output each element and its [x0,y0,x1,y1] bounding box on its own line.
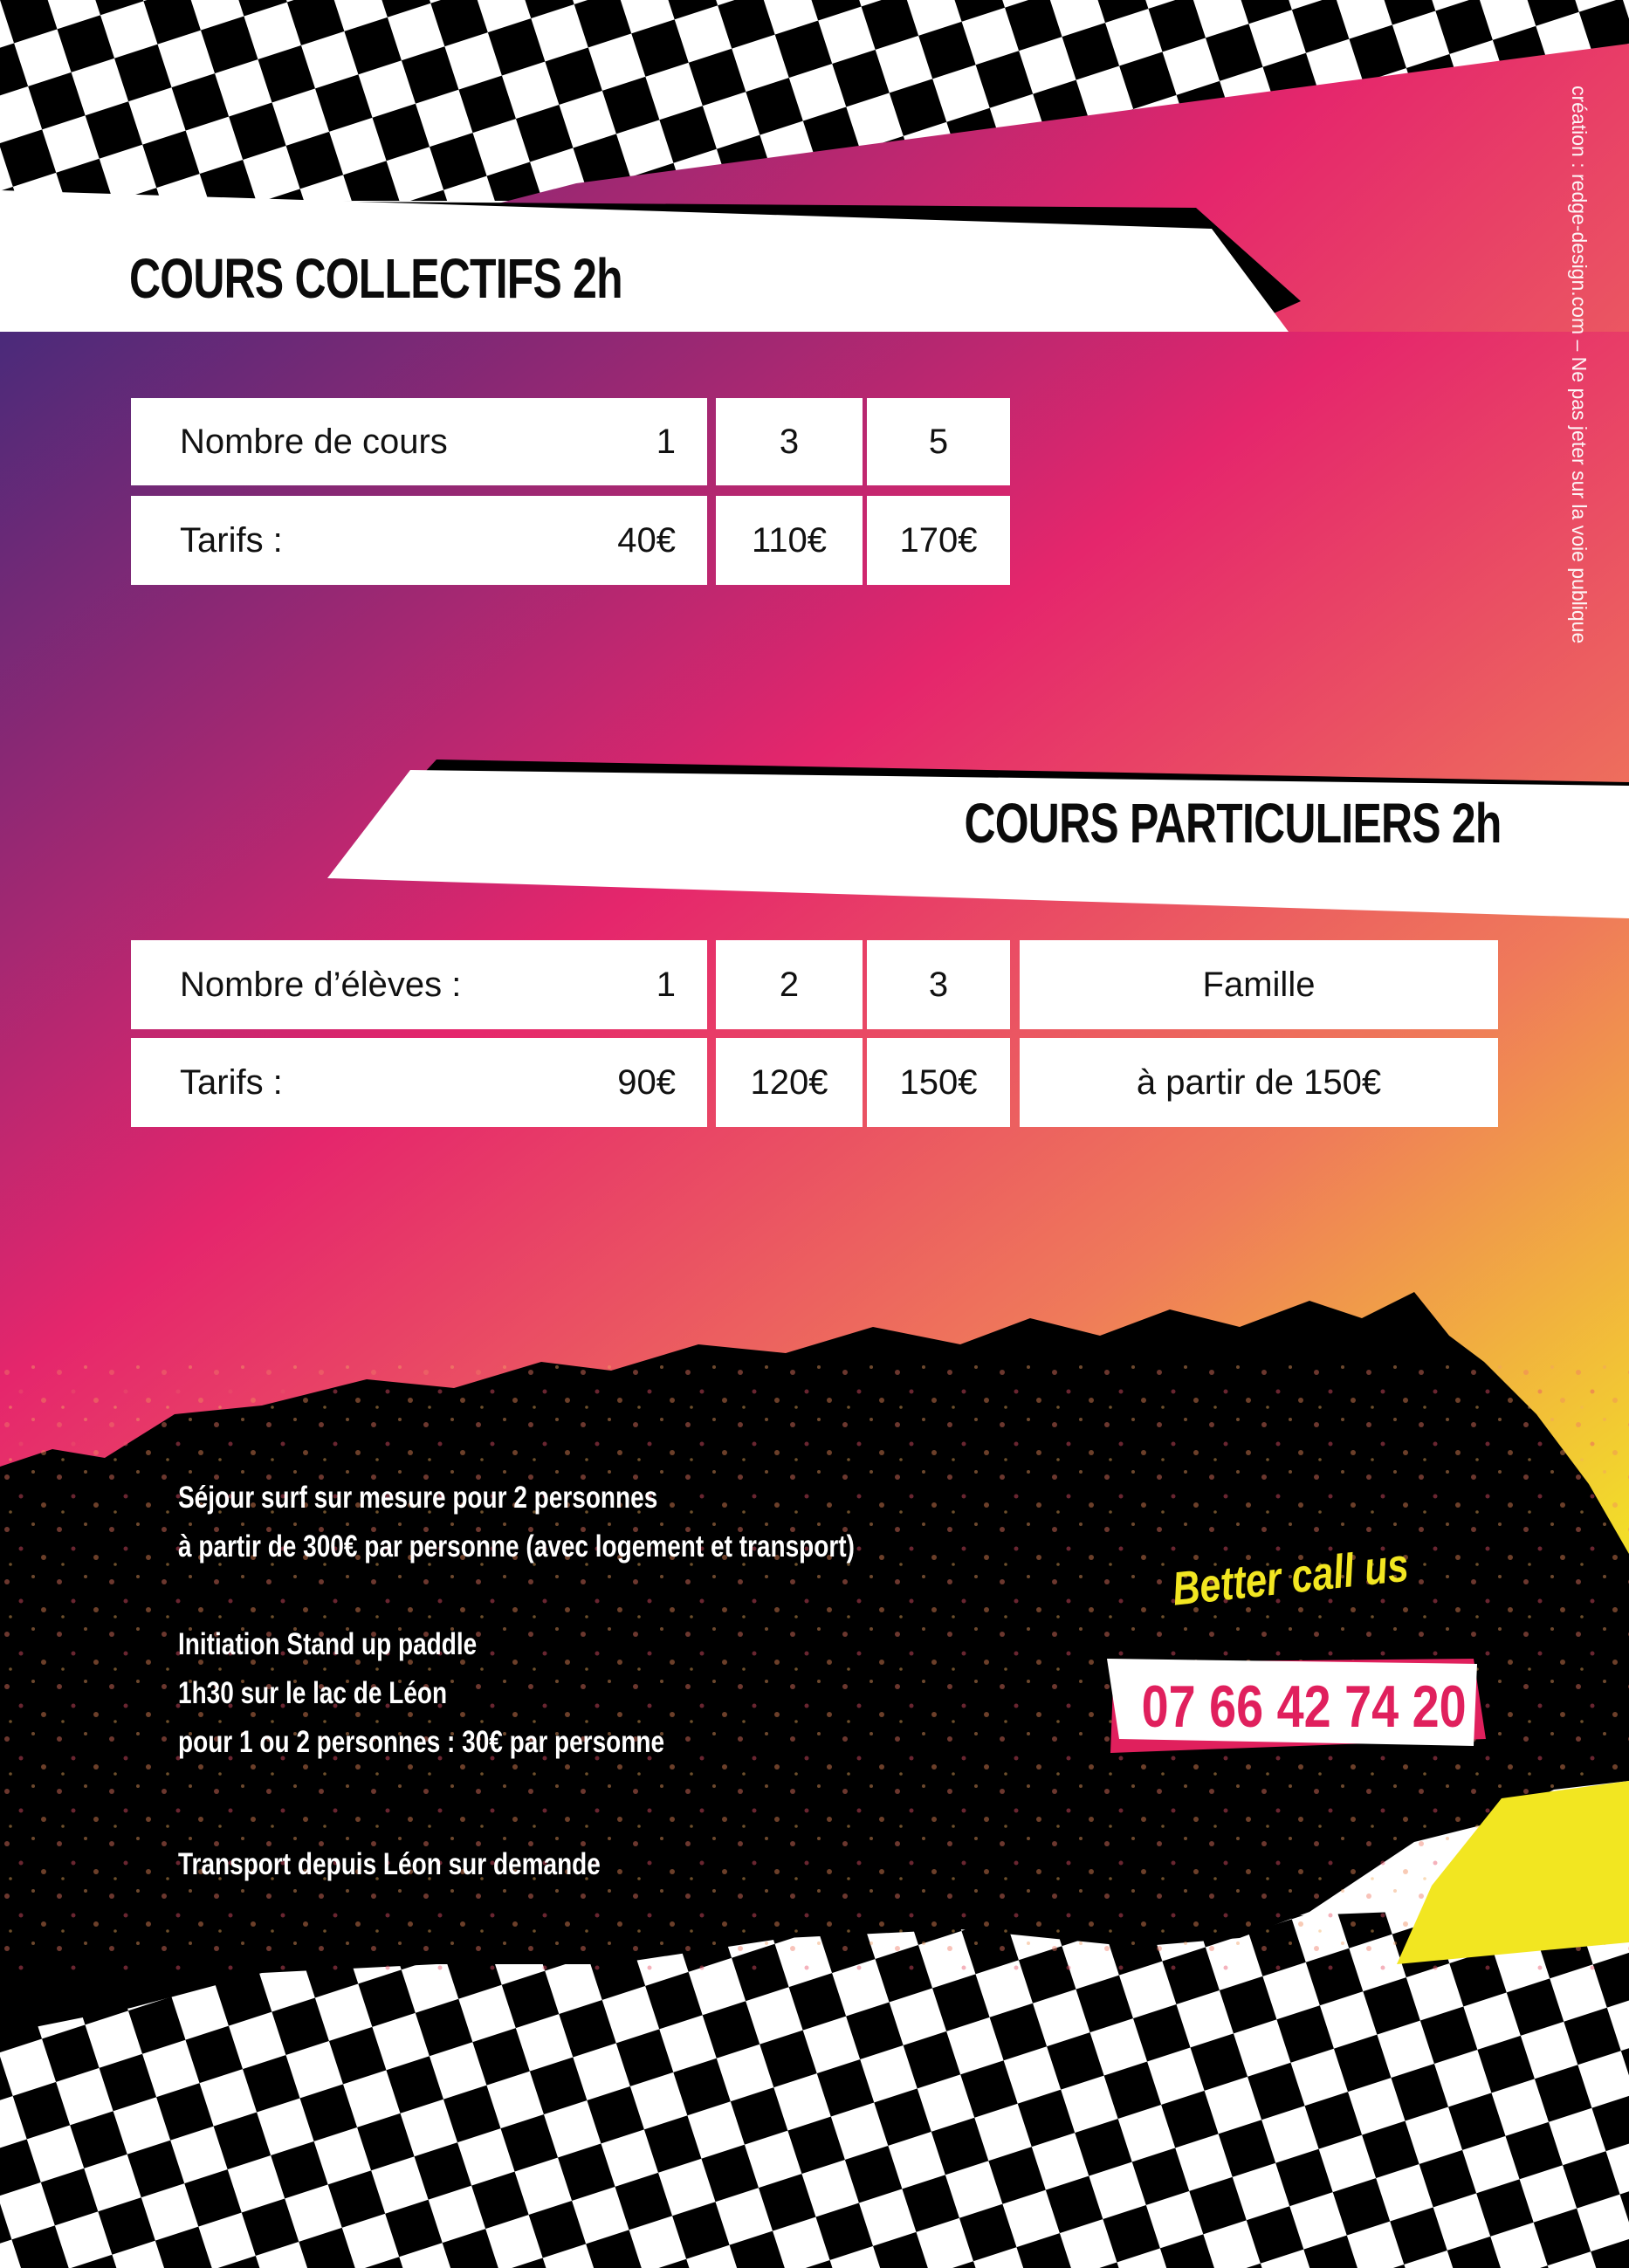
info-line-3: Initiation Stand up paddle [178,1627,478,1661]
table2-price-3: 150€ [867,1038,1010,1127]
side-credit: création : redge-design.com – Ne pas jeter sur la voie publique [1568,86,1591,644]
table2-price-1: 90€ [617,1062,676,1102]
table2-header-value-1: 1 [656,965,676,1004]
table2-price-2: 120€ [716,1038,863,1127]
table1-header-value-2: 3 [716,398,863,485]
table2-price-4: à partir de 150€ [1020,1038,1498,1127]
table2-header-value-2: 2 [716,940,863,1029]
section1-title: COURS COLLECTIFS 2h [129,247,622,310]
info-line-4: 1h30 sur le lac de Léon [178,1676,448,1710]
table1-price-label-text: Tarifs : [180,520,283,560]
info-line-5: pour 1 ou 2 personnes : 30€ par personne [178,1725,665,1759]
table1-header-label [131,398,707,485]
table2-header-value-4: Famille [1020,940,1498,1029]
table1-header-label-text: Nombre de cours [180,422,448,461]
table1-price-label [131,496,707,585]
section2-title: COURS PARTICULIERS 2h [964,792,1502,855]
table2-header-label [131,940,707,1029]
phone-badge [1107,1659,1493,1765]
table2-price-label [131,1038,707,1127]
table1-price-3: 170€ [867,496,1010,585]
table1-price-2: 110€ [716,496,863,585]
info-line-6: Transport depuis Léon sur demande [178,1847,601,1881]
table1-price-1: 40€ [617,520,676,560]
table2-price-label-text: Tarifs : [180,1062,283,1102]
table1-header-value-1: 1 [656,422,676,461]
table2-header-label-text: Nombre d’élèves : [180,965,462,1004]
phone-number[interactable]: 07 66 42 74 20 [1141,1674,1467,1740]
better-call-us: Better call us [1170,1538,1412,1616]
info-line-1: Séjour surf sur mesure pour 2 personnes [178,1481,658,1515]
table2-header-value-3: 3 [867,940,1010,1029]
info-line-2: à partir de 300€ par personne (avec logement et transport) [178,1529,855,1564]
table1-header-value-3: 5 [867,398,1010,485]
